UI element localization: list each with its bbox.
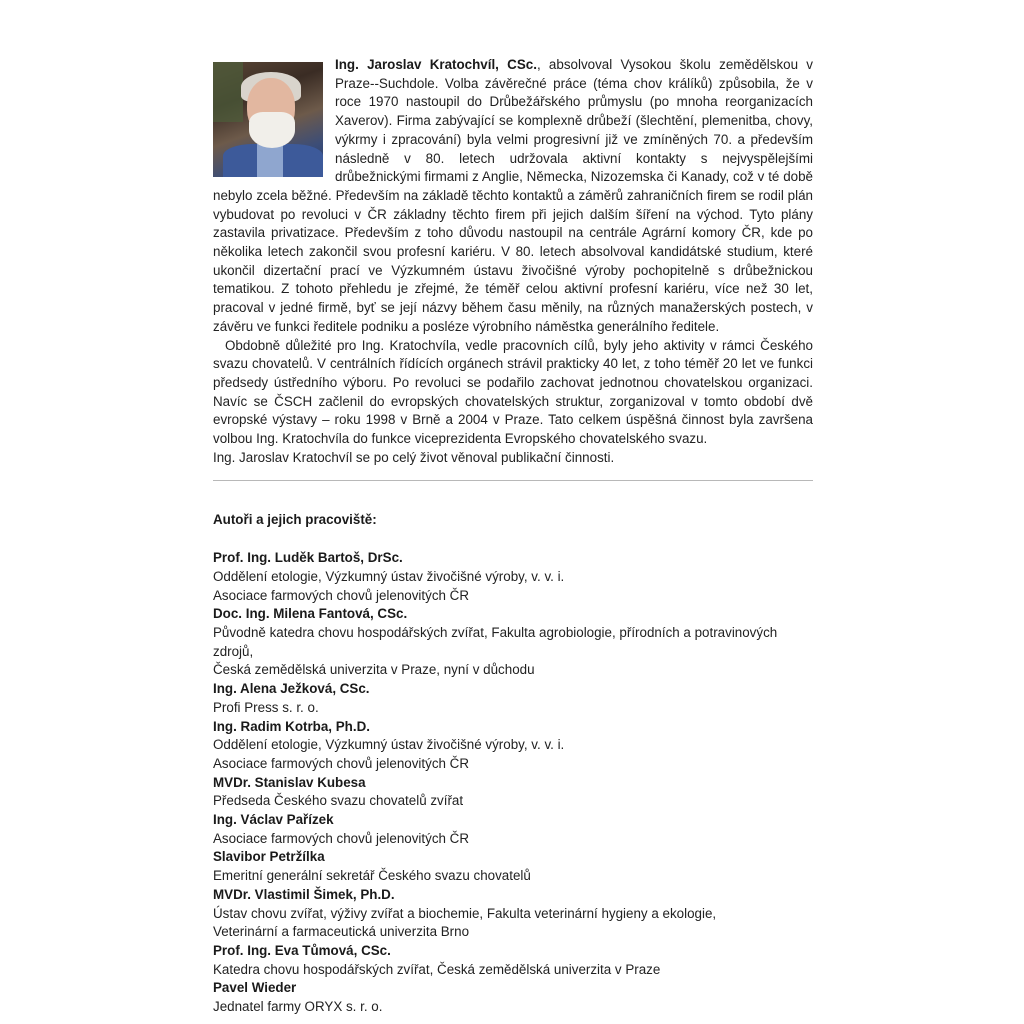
author-entry [213,774,813,811]
author-affiliation: Asociace farmových chovů jelenovitých ČR [213,755,470,771]
author-affiliation: Emeritní generální sekretář Českého svazu chovatelů [213,868,531,884]
author-affiliation: Česká zemědělská univerzita v Praze, nyní v důchodu [213,662,535,678]
author-entry [213,942,813,979]
author-entry [213,549,813,605]
author-list [213,549,813,1017]
author-name: Prof. Ing. Eva Tůmová, CSc. [213,942,391,958]
author-affiliation: Oddělení etologie, Výzkumný ústav živočišné výroby, v. v. i. [213,737,565,753]
author-name: Slavibor Petržílka [213,849,325,865]
author-name: Ing. Václav Pařízek [213,812,334,828]
author-entry [213,811,813,848]
author-entry [213,680,813,717]
author-name: MVDr. Stanislav Kubesa [213,774,366,790]
bio-text-1: , absolvoval Vysokou školu zemědělskou v Praze--Suchdole. Volba závěrečné práce (téma chov králíků) způsobila, že v roce 1970 nastoupil do Drůbežářského průmyslu (po mnoha reorganizacích Xaverov). Firma zabývající se komplexně drůbeží (šlechtění, plemenitba, chovy, výkrmy i zpracování) byla velmi progresivní již ve zmíněných 70. a především následně v 80. letech udržovala aktivní kontakty s nejvyspělejšími drůbežnickými firmami z Anglie, Německa, Nizozemska či Kanady, což v té době nebylo zcela běžné. Především na základě těchto kontaktů a záměrů zahraničních firem se rodil plán vybudovat po revoluci v ČR základny těchto firem při jejich dalším šíření na východ. Tyto plány zastavila privatizace. Především z toho důvodu nastoupil na centrále Agrární komory ČR, kde po několika letech zakončil svou profesní kariéru. V 80. letech absolvoval kandidátské studium, které ukončil dizertační prací ve Výzkumném ústavu živočišné výroby pochopitelně s drůbežnickou tematikou. Z tohoto přehledu je zřejmé, že téměř celou aktivní profesní kariéru, více než 30 let, pracoval v jedné firmě, byť se její názvy během času měnily, na různých manažerských postech, v závěru ve funkci ředitele podniku a posléze výrobního náměstka generálního ředitele. [213,57,814,334]
author-portrait-photo [213,62,323,177]
author-name: Pavel Wieder [213,980,297,996]
author-bio [213,56,813,467]
author-name: Ing. Radim Kotrba, Ph.D. [213,718,370,734]
document-page [213,56,813,1017]
bio-name: Ing. Jaroslav Kratochvíl, CSc. [335,57,537,72]
author-affiliation: Veterinární a farmaceutická univerzita Brno [213,924,470,940]
author-affiliation: Oddělení etologie, Výzkumný ústav živočišné výroby, v. v. i. [213,568,565,584]
author-name: Doc. Ing. Milena Fantová, CSc. [213,606,408,622]
author-affiliation: Katedra chovu hospodářských zvířat, Česká zemědělská univerzita v Praze [213,961,661,977]
author-entry [213,886,813,942]
authors-heading: Autoři a jejich pracoviště: [213,512,377,528]
author-affiliation: Jednatel farmy ORYX s. r. o. [213,999,383,1015]
author-name: MVDr. Vlastimil Šimek, Ph.D. [213,886,395,902]
author-entry [213,718,813,774]
bio-paragraph-3: Ing. Jaroslav Kratochvíl se po celý život věnoval publikační činnosti. [213,449,615,465]
author-name: Ing. Alena Ježková, CSc. [213,681,370,697]
author-name: Prof. Ing. Luděk Bartoš, DrSc. [213,550,403,566]
author-entry [213,848,813,885]
author-affiliation: Asociace farmových chovů jelenovitých ČR [213,830,470,846]
author-affiliation: Předseda Českého svazu chovatelů zvířat [213,793,464,809]
bio-paragraph-2: Obdobně důležité pro Ing. Kratochvíla, vedle pracovních cílů, byly jeho aktivity v rámci Českého svazu chovatelů. V centrálních řídících orgánech strávil prakticky 40 let, z toho téměř 20 let ve funkci předsedy ústředního výboru. Po revoluci se podařilo zachovat jednotnou chovatelskou organizaci. Navíc se ČSCH začlenil do evropských chovatelských struktur, zorganizoval v tomto období dvě evropské výstavy – roku 1998 v Brně a 2004 v Praze. Tato celkem úspěšná činnost byla završena volbou Ing. Kratochvíla do funkce viceprezidenta Evropského chovatelského svazu. [213,337,813,447]
author-affiliation: Původně katedra chovu hospodářských zvířat, Fakulta agrobiologie, přírodních a potravinových zdrojů, [213,624,778,659]
author-affiliation: Asociace farmových chovů jelenovitých ČR [213,587,470,603]
author-affiliation: Profi Press s. r. o. [213,699,319,715]
author-entry [213,605,813,680]
author-entry [213,979,813,1016]
author-affiliation: Ústav chovu zvířat, výživy zvířat a biochemie, Fakulta veterinární hygieny a ekologie, [213,905,717,921]
section-divider [213,480,813,481]
